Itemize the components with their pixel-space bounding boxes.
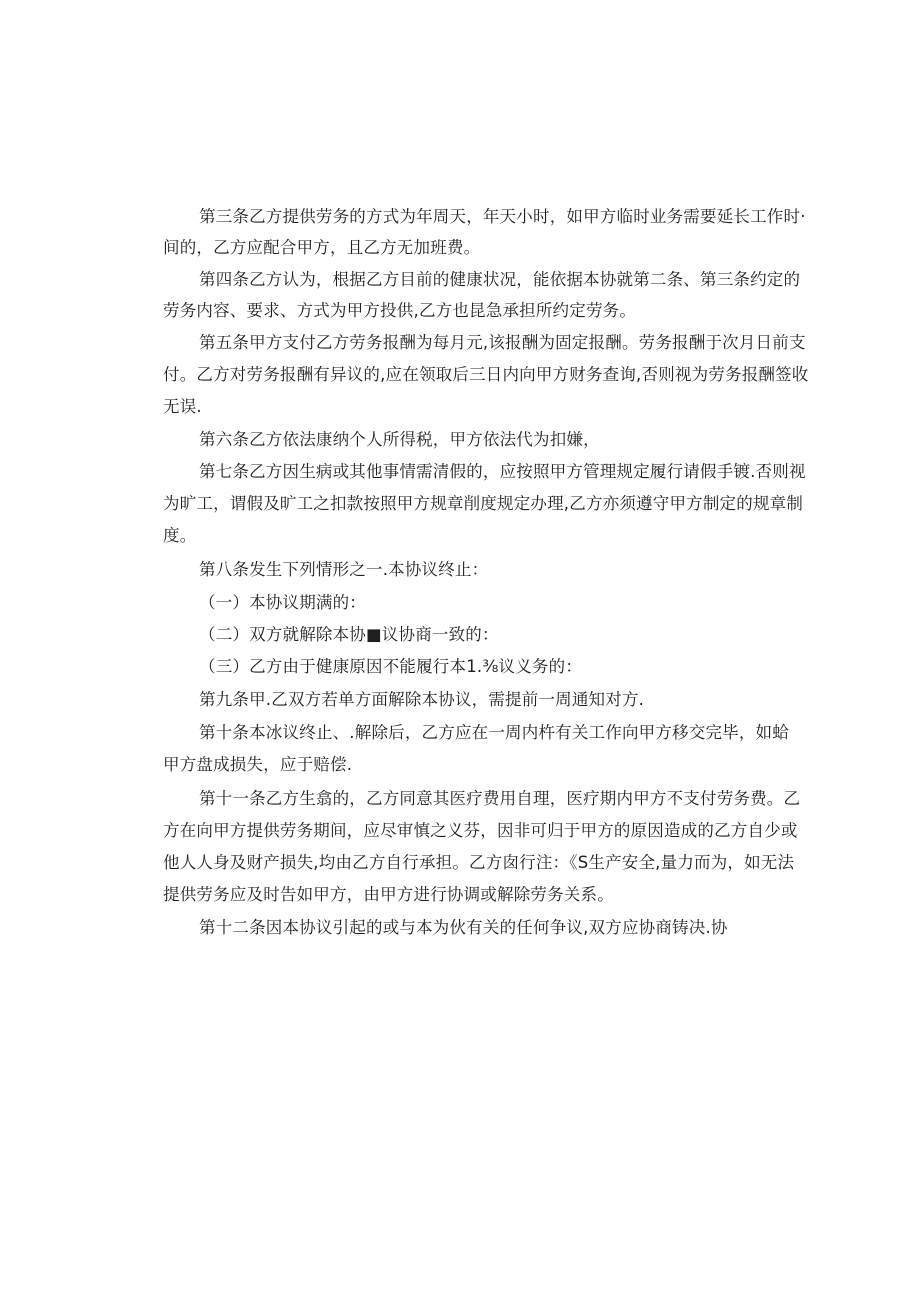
article-5-line-2: 付。乙方对劳务报酬有异议的,应在领取后三日内向甲方财务查询,否则视为劳务报酬签收 [163, 365, 809, 384]
article-11-line-2: 方在向甲方提供劳务期间，应尽审慎之义芬，因非可归于甲方的原因造成的乙方自少或 [163, 821, 798, 840]
article-5-line-1: 第五条甲方支付乙方劳务报酬为每月元,该报酬为固定报酬。劳务报酬于次月日前支 [199, 333, 806, 352]
article-9-line-1: 第九条甲.乙双方若单方面解除本协议，需提前一周通知对方. [199, 690, 645, 709]
article-4-line-2: 劳务内容、要求、方式为甲方投供,乙方也昆急承担所约定劳务。 [163, 301, 637, 320]
article-3-line-1: 第三条乙方提供劳务的方式为年周天，年天小时，如甲方临时业务需要延长工作时· [199, 207, 806, 226]
article-10-line-1: 第十条本冰议终止、.解除后，乙方应在一周内杵有关工作向甲方移交完毕，如蛤 [199, 723, 789, 742]
article-7-line-1: 第七条乙方因生病或其他事情需清假的，应按照甲方管理规定履行请假手镀.否则视 [199, 462, 806, 481]
article-11-line-1: 第十一条乙方生翕的，乙方同意其医疗费用自理，医疗期内甲方不支付劳务费。乙 [199, 789, 801, 808]
article-11-line-3: 他人人身及财产损失,均由乙方自行承担。乙方囱行注：《S生产安全,量力而为，如无法 [163, 853, 795, 872]
article-8-item-3: （三）乙方由于健康原因不能履行本1.⅜议义务的： [199, 657, 583, 676]
article-12-line-1: 第十二条因本协议引起的或与本为伙有关的任何争议,双方应协商铸决.协 [199, 918, 728, 937]
article-8-line-1: 第八条发生下列情形之一.本协议终止： [199, 560, 489, 579]
article-10-line-2: 甲方盘成损失，应于赔偿. [163, 755, 353, 774]
article-4-line-1: 第四条乙方认为，根据乙方目前的健康状况，能依据本协就第二条、第三条约定的 [199, 270, 801, 289]
article-8-item-2: （二）双方就解除本协■议协商一致的： [199, 625, 499, 644]
article-11-line-4: 提供劳务应及时告如甲方，由甲方进行协调或解除劳务关系。 [163, 885, 614, 904]
article-3-line-2: 间的，乙方应配合甲方，且乙方无加班费。 [163, 238, 481, 257]
article-8-item-1: （一）本协议期满的： [199, 593, 366, 612]
article-7-line-3: 度。 [163, 526, 197, 545]
article-6-line-1: 第六条乙方依法康纳个人所得税，甲方依法代为扣嫌， [199, 430, 600, 449]
article-7-line-2: 为旷工，谓假及旷工之扣款按照甲方规章削度规定办理,乙方亦须遵守甲方制定的规章制 [163, 494, 804, 513]
article-5-line-3: 无误. [163, 397, 202, 416]
